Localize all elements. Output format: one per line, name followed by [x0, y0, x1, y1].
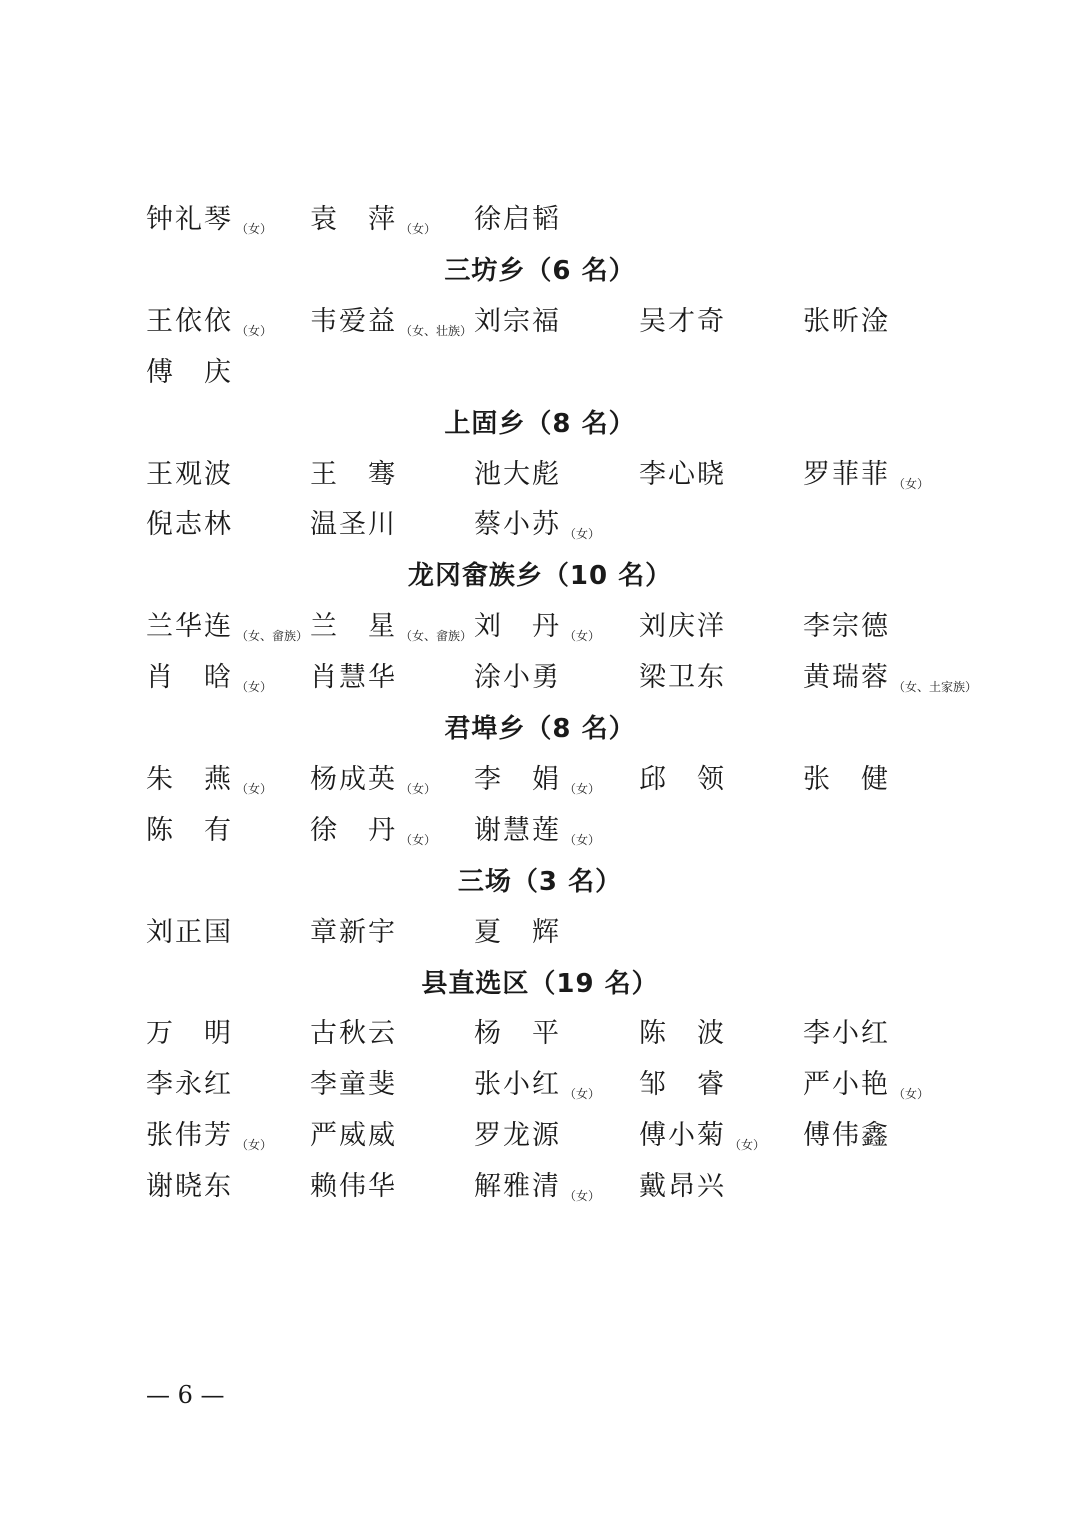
person-name: 吴才奇: [639, 305, 726, 337]
person-note: （女）: [236, 222, 273, 236]
person-note: （女）: [236, 680, 273, 695]
name-entry: [146, 811, 233, 851]
person-note: （女）: [564, 832, 601, 847]
person-name: 杨 平: [474, 1018, 561, 1050]
name-entry: [146, 505, 233, 545]
name-entry: [474, 505, 600, 545]
name-entry: [310, 505, 397, 545]
name-entry: [474, 913, 561, 953]
name-row: [146, 913, 1006, 953]
name-entry: [310, 455, 397, 495]
name-row: [146, 353, 1006, 393]
name-entry: [310, 1116, 397, 1156]
person-name: 朱 燕: [146, 763, 233, 795]
person-name: 倪志林: [146, 509, 233, 541]
name-entry: [310, 1065, 397, 1105]
person-name: 傅伟鑫: [803, 1120, 890, 1152]
name-entry: [639, 607, 726, 647]
name-entry: [803, 1065, 929, 1105]
name-entry: [803, 302, 890, 342]
name-entry: [803, 607, 890, 647]
name-row: [146, 607, 1006, 647]
person-name: 谢慧莲: [474, 814, 561, 846]
name-row: [146, 1116, 1006, 1156]
person-note: （女）: [564, 781, 601, 796]
person-note: （女、畲族）: [236, 629, 309, 644]
name-entry: [146, 760, 272, 800]
name-entry: [474, 1167, 600, 1207]
person-name: 陈 有: [146, 814, 233, 846]
name-entry: [803, 455, 929, 495]
person-name: 李宗德: [803, 611, 890, 643]
name-entry: [310, 811, 436, 851]
person-note: （女）: [400, 781, 437, 796]
person-name: 韦爱益: [310, 305, 397, 337]
person-name: 解雅清: [474, 1171, 561, 1203]
name-entry: [310, 913, 397, 953]
page-number: — 6 —: [146, 1381, 225, 1409]
name-entry: [146, 1167, 233, 1207]
name-entry: [146, 1116, 272, 1156]
person-name: 戴昂兴: [639, 1171, 726, 1203]
name-entry: [474, 200, 561, 240]
name-entry: [474, 1014, 561, 1054]
person-name: 严威威: [310, 1120, 397, 1152]
name-row: [146, 200, 1006, 240]
person-note: （女）: [564, 1189, 601, 1204]
name-entry: [803, 1014, 890, 1054]
name-row: [146, 760, 1006, 800]
person-name: 章新宇: [310, 916, 397, 948]
person-name: 张伟芳: [146, 1120, 233, 1152]
name-entry: [474, 607, 600, 647]
person-note: （女）: [236, 1138, 273, 1153]
person-name: 兰华连: [146, 611, 233, 643]
name-row: [146, 1014, 1006, 1054]
person-name: 夏 辉: [474, 916, 561, 948]
name-entry: [639, 1167, 726, 1207]
person-name: 邹 睿: [639, 1069, 726, 1101]
name-entry: [803, 658, 977, 698]
person-name: 罗菲菲: [803, 458, 890, 490]
person-name: 陈 波: [639, 1018, 726, 1050]
name-entry: [146, 658, 272, 698]
person-note: （女）: [400, 222, 437, 236]
person-name: 袁 萍: [310, 204, 397, 235]
name-entry: [474, 455, 561, 495]
person-name: 徐启韬: [474, 204, 561, 235]
name-entry: [639, 455, 726, 495]
person-name: 肖慧华: [310, 662, 397, 694]
person-name: 傅小菊: [639, 1120, 726, 1152]
name-row: [146, 505, 1006, 545]
person-note: （女）: [564, 629, 601, 644]
section-heading: 上固乡（8 名）: [444, 408, 636, 439]
person-name: 古秋云: [310, 1018, 397, 1050]
name-row: [146, 1167, 1006, 1207]
name-entry: [474, 760, 600, 800]
person-name: 张 健: [803, 763, 890, 795]
section-heading: 县直选区（19 名）: [421, 968, 659, 999]
section-heading: 君埠乡（8 名）: [444, 714, 636, 744]
person-note: （女）: [400, 832, 437, 847]
person-name: 邱 领: [639, 763, 726, 795]
name-entry: [474, 1116, 561, 1156]
person-note: （女、土家族）: [893, 680, 978, 695]
person-name: 李永红: [146, 1069, 233, 1101]
name-entry: [474, 811, 600, 851]
name-entry: [474, 302, 561, 342]
section-heading: 三场（3 名）: [457, 866, 623, 897]
name-entry: [146, 302, 272, 342]
person-name: 刘宗福: [474, 305, 561, 337]
name-entry: [474, 1065, 600, 1105]
person-name: 温圣川: [310, 509, 397, 541]
section-heading: 三坊乡（6 名）: [444, 255, 636, 286]
name-entry: [146, 913, 233, 953]
person-note: （女）: [564, 527, 601, 542]
person-name: 谢晓东: [146, 1171, 233, 1203]
name-entry: [146, 200, 272, 240]
name-entry: [310, 658, 397, 698]
name-entry: [803, 760, 890, 800]
person-name: 李小红: [803, 1018, 890, 1050]
name-entry: [639, 302, 726, 342]
person-name: 刘正国: [146, 916, 233, 948]
person-name: 张昕淦: [803, 305, 890, 337]
person-name: 王观波: [146, 458, 233, 490]
person-note: （女、畲族）: [400, 629, 473, 644]
person-name: 王 骞: [310, 458, 397, 490]
person-name: 刘 丹: [474, 611, 561, 643]
person-name: 徐 丹: [310, 814, 397, 846]
name-entry: [310, 1167, 397, 1207]
person-note: （女）: [236, 781, 273, 796]
person-name: 池大彪: [474, 458, 561, 490]
name-row: [146, 658, 1006, 698]
name-entry: [310, 760, 436, 800]
name-entry: [310, 1014, 397, 1054]
person-name: 肖 晗: [146, 662, 233, 694]
person-name: 黄瑞蓉: [803, 662, 890, 694]
name-entry: [310, 302, 472, 342]
person-name: 罗龙源: [474, 1120, 561, 1152]
person-note: （女）: [564, 1087, 601, 1102]
person-name: 李童斐: [310, 1069, 397, 1101]
name-entry: [146, 455, 233, 495]
person-name: 李 娟: [474, 763, 561, 795]
person-name: 王依依: [146, 305, 233, 337]
name-entry: [639, 658, 726, 698]
person-name: 杨成英: [310, 763, 397, 795]
name-entry: [639, 1065, 726, 1105]
name-row: [146, 302, 1006, 342]
person-name: 钟礼琴: [146, 204, 233, 235]
person-name: 张小红: [474, 1069, 561, 1101]
name-entry: [146, 1014, 233, 1054]
person-name: 赖伟华: [310, 1171, 397, 1203]
person-name: 蔡小苏: [474, 509, 561, 541]
section-heading: 龙冈畲族乡（10 名）: [407, 561, 673, 592]
person-note: （女）: [893, 476, 930, 491]
person-note: （女、壮族）: [400, 323, 473, 338]
name-entry: [639, 1014, 726, 1054]
name-row: [146, 811, 1006, 851]
person-name: 刘庆洋: [639, 611, 726, 643]
person-name: 李心晓: [639, 458, 726, 490]
person-name: 涂小勇: [474, 662, 561, 694]
name-entry: [310, 200, 436, 240]
person-name: 兰 星: [310, 611, 397, 643]
person-name: 严小艳: [803, 1069, 890, 1101]
person-note: （女）: [893, 1087, 930, 1102]
name-entry: [639, 760, 726, 800]
person-name: 傅 庆: [146, 356, 233, 388]
name-entry: [474, 658, 561, 698]
name-row: [146, 1065, 1006, 1105]
name-row: [146, 455, 1006, 495]
name-entry: [146, 1065, 233, 1105]
person-name: 万 明: [146, 1018, 233, 1050]
name-entry: [310, 607, 472, 647]
name-entry: [639, 1116, 765, 1156]
person-note: （女）: [729, 1138, 766, 1153]
name-entry: [146, 607, 308, 647]
name-entry: [146, 353, 233, 393]
name-entry: [803, 1116, 890, 1156]
person-note: （女）: [236, 323, 273, 338]
person-name: 梁卫东: [639, 662, 726, 694]
